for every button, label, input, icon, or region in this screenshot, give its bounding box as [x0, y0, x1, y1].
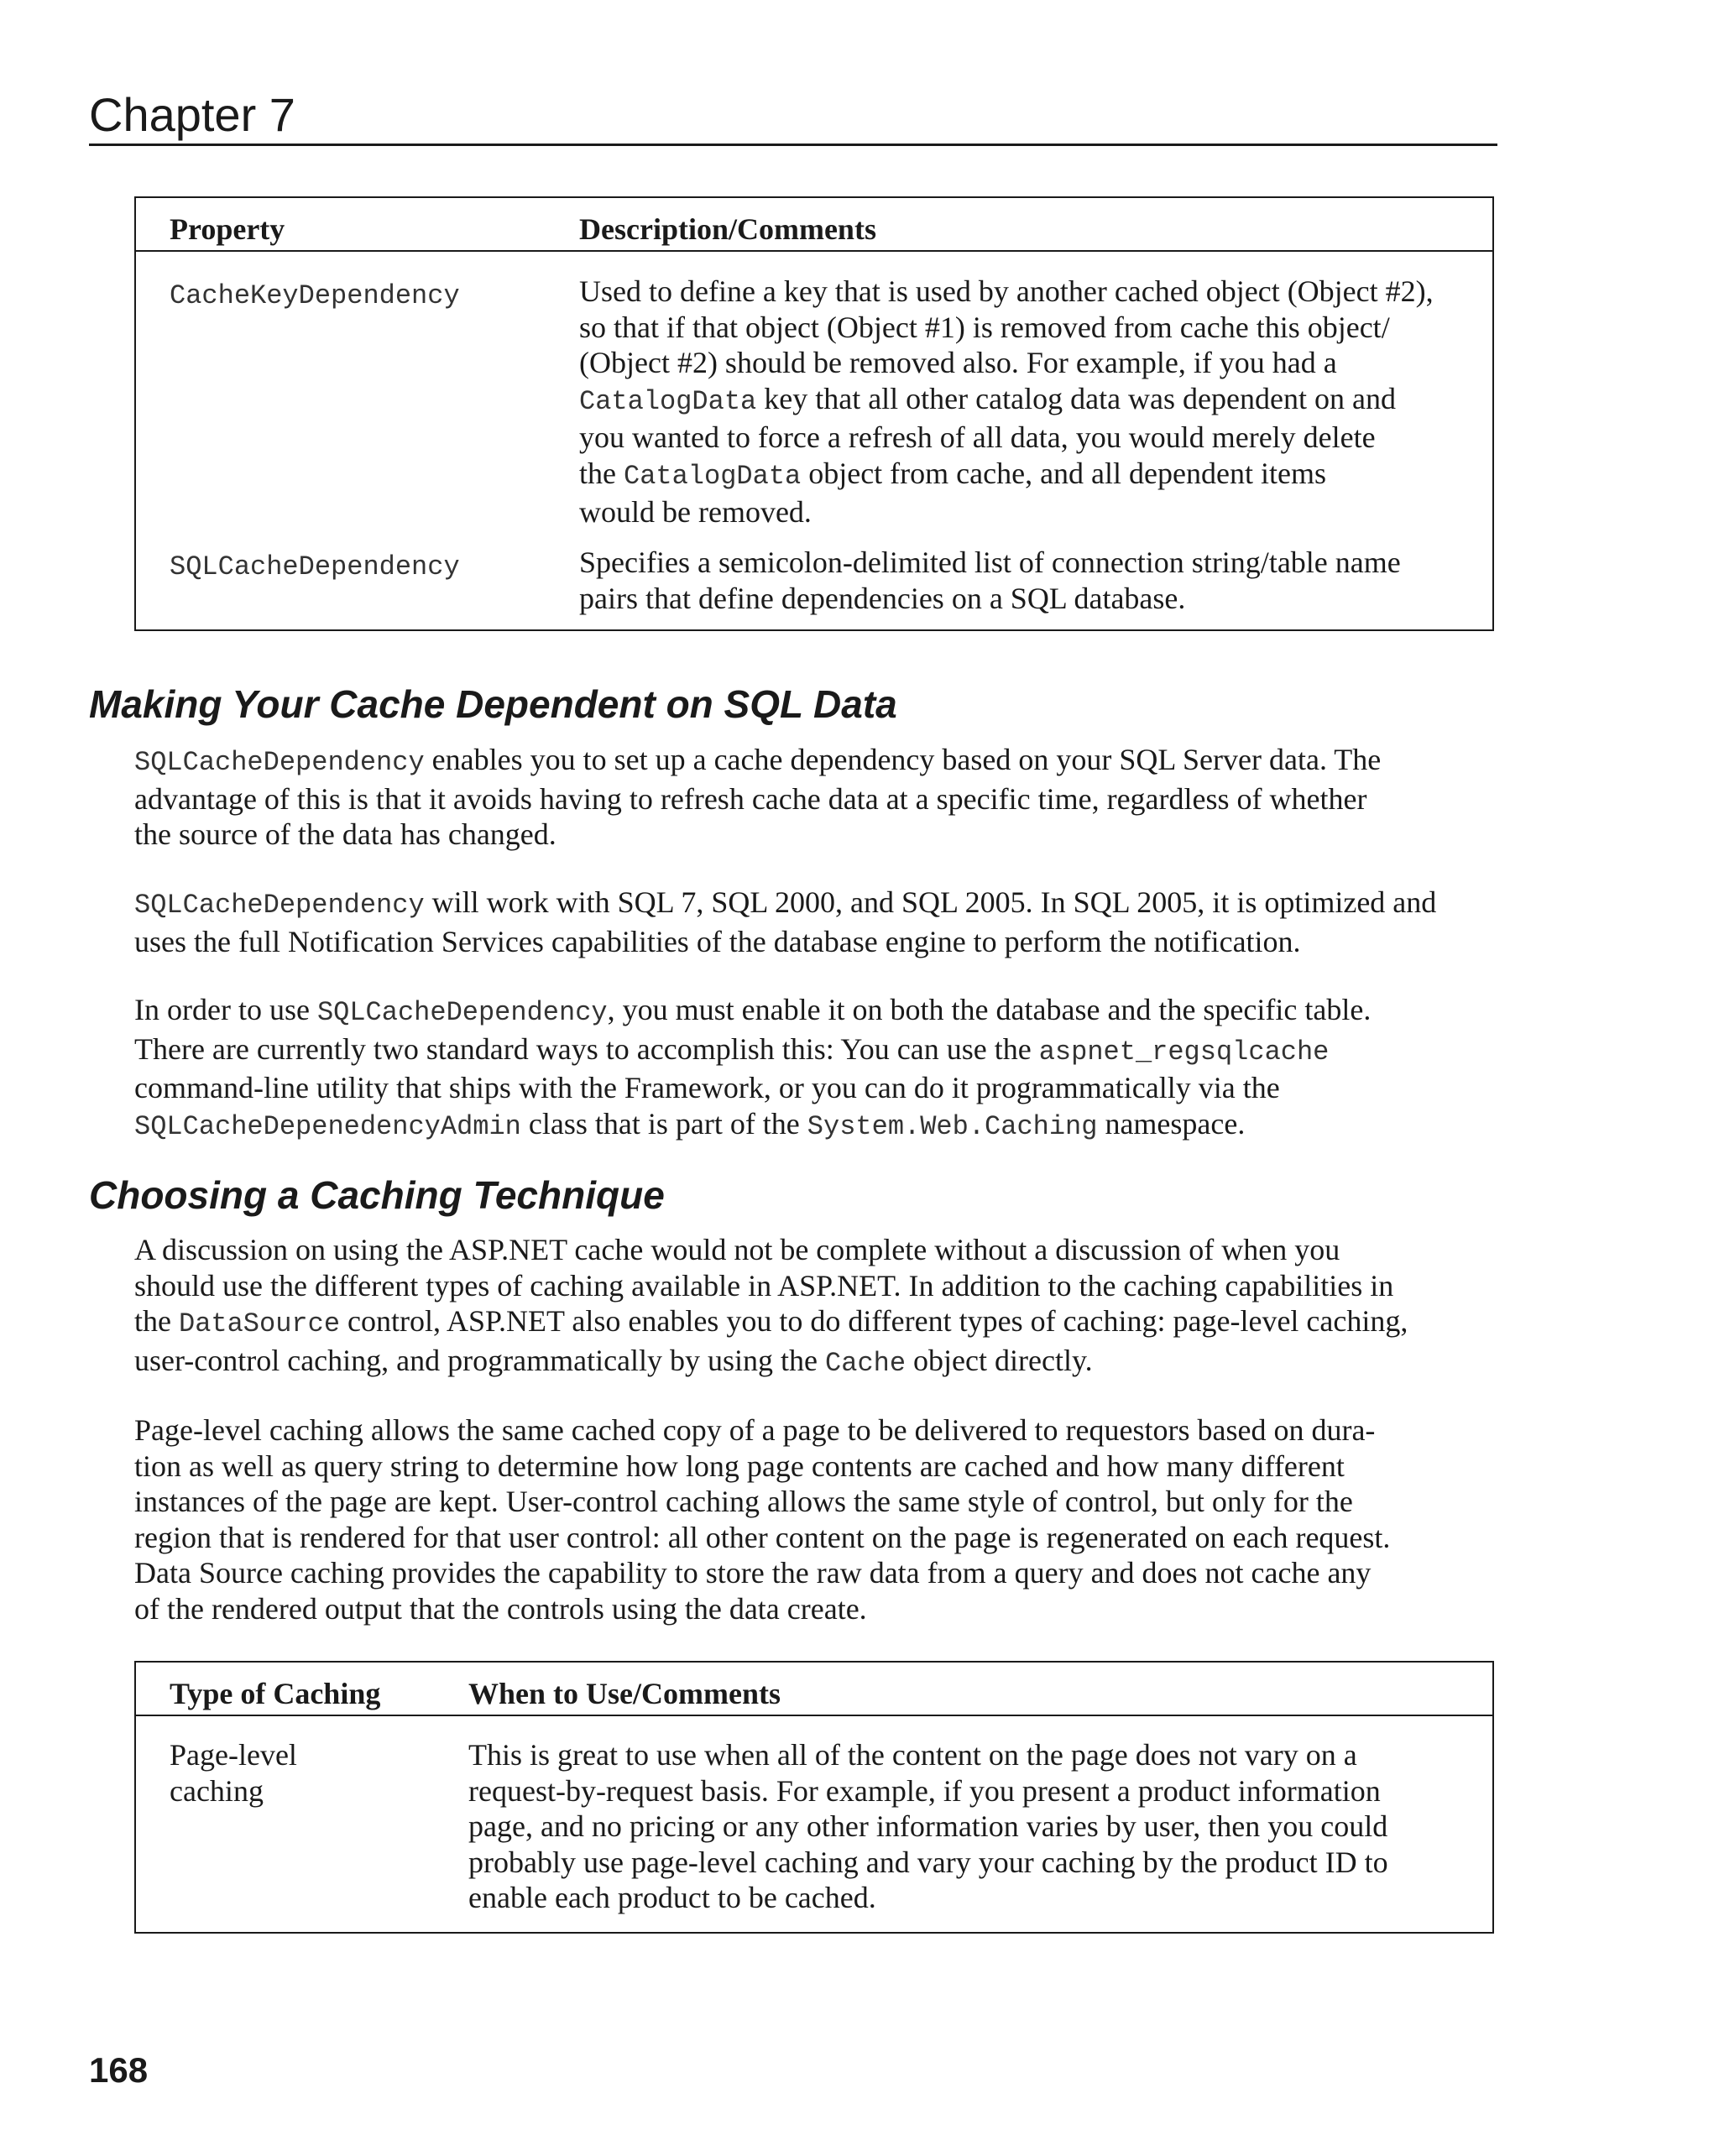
paragraph: Page-level caching allows the same cached copy of a page to be delivered to requestors based on dura- tion as well as query string to determine how long page contents are cached and how many different instances of the page are kept. User-control caching allows the same style of control, but only for the region that is rendered for that user control: all other content on the page is regenerated on each request. Data Source caching provides the capability to store the raw data from a query and does not cache any of the rendered output that the controls using the data create. [134, 1413, 1391, 1626]
caching-type: Page-level caching [170, 1738, 297, 1808]
header-rule [89, 144, 1497, 146]
paragraph: In order to use SQLCacheDependency, you must enable it on both the database and the specific table. There are currently two standard ways to accomplish this: You can use the aspnet_regsqlcache command-line utility that ships with the Framework, or you can do it programmatically via the SQLCacheDepenedencyAdmin class that is part of the System.Web.Caching namespace. [134, 993, 1372, 1142]
code-cache: Cache [825, 1347, 907, 1379]
table-header [136, 198, 1492, 252]
code-catalogdata: CatalogData [623, 460, 802, 492]
code-sqlcachedependencyadmin: SQLCacheDepenedencyAdmin [134, 1110, 521, 1142]
section-heading: Making Your Cache Dependent on SQL Data [89, 682, 897, 726]
section-heading: Choosing a Caching Technique [89, 1173, 665, 1217]
caching-type-table [134, 1661, 1494, 1934]
code-sqlcachedependency: SQLCacheDependency [134, 890, 425, 921]
column-header-when: When to Use/Comments [468, 1677, 781, 1710]
code-catalogdata: CatalogData [579, 385, 757, 417]
property-description: Used to define a key that is used by another cached object (Object #2), so that if that object (Object #1) is removed from cache this object/ (Object #2) should be removed also. For example, if you had a CatalogData key that all other catalog data was dependent on and you wanted to force a refresh of all data, you would merely delete the CatalogData object from cache, and all dependent items would be removed. [579, 274, 1434, 529]
column-header-description: Description/Comments [579, 212, 876, 246]
property-name: CacheKeyDependency [170, 280, 460, 311]
code-sqlcachedependency: SQLCacheDependency [134, 747, 425, 778]
property-name: SQLCacheDependency [170, 551, 460, 582]
code-system-web-caching: System.Web.Caching [807, 1110, 1098, 1142]
paragraph: SQLCacheDependency enables you to set up a cache dependency based on your SQL Server data. The advantage of this is that it avoids having to refresh cache data at a specific time, regardless of whether the source of the data has changed. [134, 743, 1382, 852]
code-aspnet-regsqlcache: aspnet_regsqlcache [1038, 1036, 1330, 1068]
column-header-property: Property [170, 212, 285, 246]
paragraph: A discussion on using the ASP.NET cache would not be complete without a discussion of when you should use the different types of caching available in ASP.NET. In addition to the caching capabilities in the DataSource control, ASP.NET also enables you to do different types of caching: page-level caching, user-control caching, and programmatically by using the Cache object directly. [134, 1233, 1408, 1379]
table-header [136, 1663, 1492, 1716]
property-description: Specifies a semicolon-delimited list of connection string/table name pairs that define dependencies on a SQL database. [579, 546, 1401, 615]
paragraph: SQLCacheDependency will work with SQL 7, SQL 2000, and SQL 2005. In SQL 2005, it is optimized and uses the full Notification Services capabilities of the database engine to perform the notification. [134, 885, 1437, 958]
code-datasource: DataSource [178, 1308, 341, 1340]
property-table [134, 196, 1494, 631]
code-sqlcachedependency: SQLCacheDependency [316, 997, 608, 1028]
column-header-type: Type of Caching [170, 1677, 381, 1710]
chapter-title: Chapter 7 [89, 88, 295, 141]
caching-description: This is great to use when all of the content on the page does not vary on a request-by-request basis. For example, if you present a product information page, and no pricing or any other information varies by user, then you could probably use page-level caching and vary your caching by the product ID to enable each product to be cached. [468, 1738, 1388, 1914]
page-number: 168 [89, 2050, 149, 2090]
